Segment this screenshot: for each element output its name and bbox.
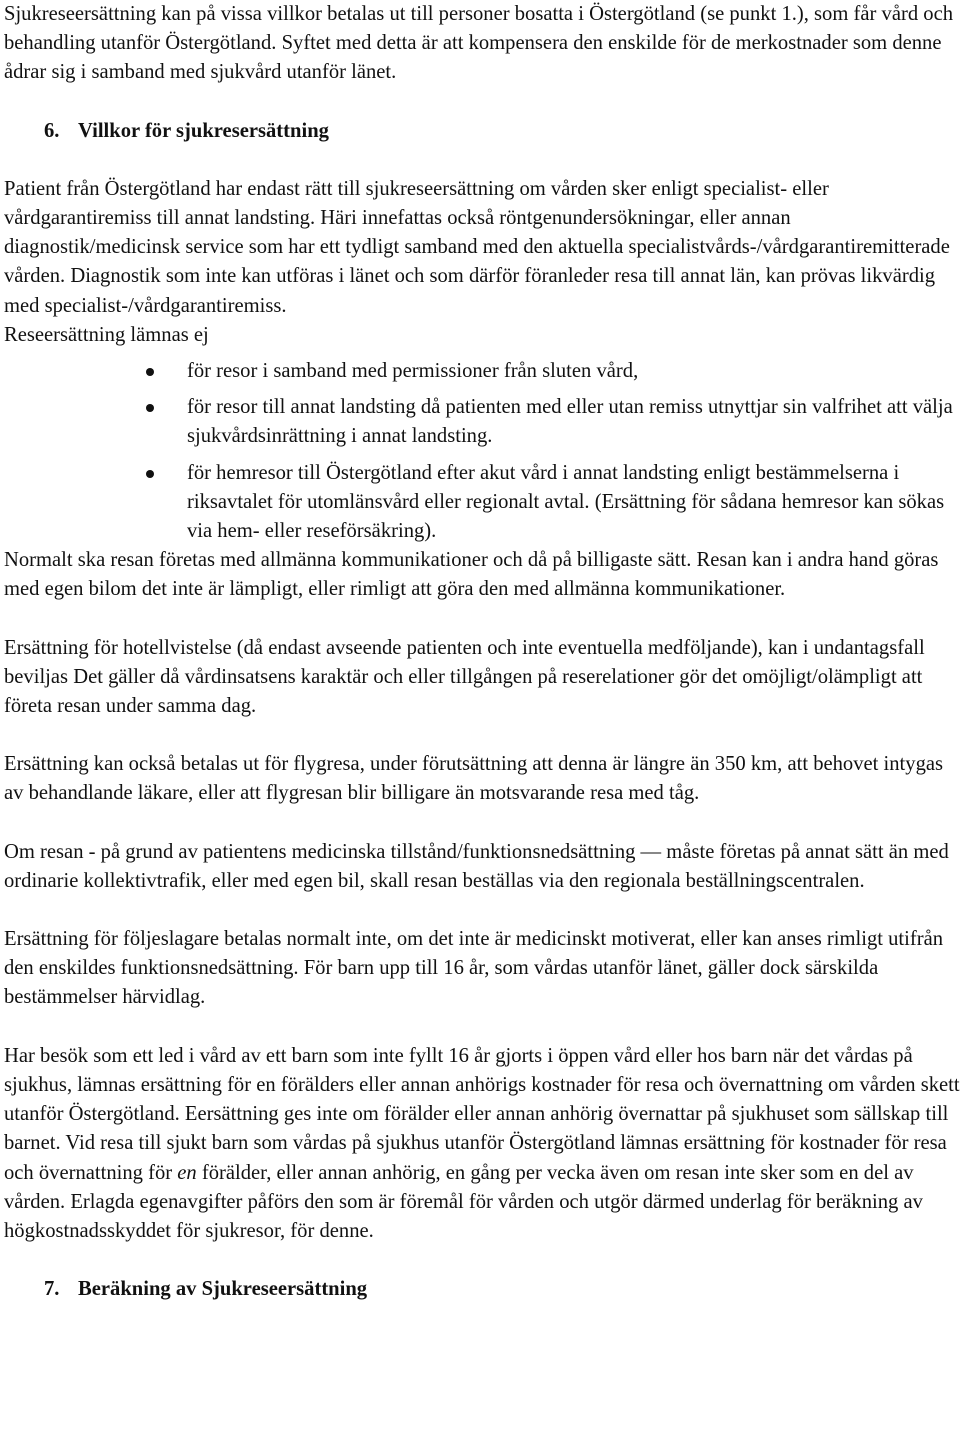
section-7-number: 7. <box>44 1278 60 1301</box>
spacer <box>4 809 960 838</box>
list-item-text: för resor i samband med permissioner från sluten vård, <box>187 360 639 383</box>
section-6-paragraph-hotel: Ersättning för hotellvistelse (då endast avseende patienten och inte eventuella medföljande), kan i undantagsfall beviljas Det gäller då vårdinsatsens karaktär och eller tillgången på reserelationer gör det omöjligt/olämpligt att företa resan under samma dag. <box>4 636 925 718</box>
spacer <box>4 146 960 175</box>
list-item <box>4 459 960 547</box>
section-6-paragraph-conditions: Patient från Östergötland har endast rätt till sjukreseersättning om vården sker enligt specialist- eller vårdgarantiremiss till annat landsting. Häri innefattas också röntgenundersökningar, eller annan diagnostik/medicinsk service som har ett tydligt samband med den aktuella specialistvårds-/vårdgarantiremitterade vården. Diagnostik som inte kan utföras i länet och som därför föranleder resa till annat län, kan prövas likvärdig med specialist-/vårdgarantiremiss. <box>4 177 950 317</box>
section-7-title: Beräkning av Sjukreseersättning <box>78 1278 368 1301</box>
exclusions-list <box>4 357 960 546</box>
section-6-paragraph-flight: Ersättning kan också betalas ut för flygresa, under förutsättning att denna är längre än 350 km, att behovet intygas av behandlande läkare, eller att flygresan blir billigare än motsvarande resa med tåg. <box>4 753 944 805</box>
spacer <box>4 1246 960 1275</box>
spacer <box>4 1013 960 1042</box>
bullet-icon <box>146 404 154 412</box>
list-item-text: för resor till annat landsting då patienten med eller utan remiss utnyttjar sin valfrihet att välja sjukvårdsinrättning i annat landsting. <box>187 396 953 448</box>
list-item-text: för hemresor till Östergötland efter akut vård i annat landsting enligt bestämmelserna i riksavtalet för utomlänsvård eller regionalt avtal. (Ersättning för sådana hemresor kan sökas via hem- eller reseförsäkring). <box>187 461 945 543</box>
bullet-icon <box>146 368 154 376</box>
list-intro: Reseersättning lämnas ej <box>4 323 209 346</box>
child-visits-emphasis: en <box>177 1161 197 1184</box>
intro-paragraph: Sjukreseersättning kan på vissa villkor betalas ut till personer bosatta i Östergötland (se punkt 1.), som får vård och behandling utanför Östergötland. Syftet med detta är att kompensera den enskilde för de merkostnader som denne ådrar sig i samband med sjukvård utanför länet. <box>4 3 954 84</box>
spacer <box>4 605 960 634</box>
section-6-number: 6. <box>44 119 60 142</box>
spacer <box>4 896 960 925</box>
section-6-title: Villkor för sjukresersättning <box>78 119 329 142</box>
section-6-paragraph-child-visits <box>4 1042 960 1246</box>
child-visits-text-part2: förälder, eller annan anhörig, en gång per vecka även om resan inte sker som en del av vården. Erlagda egenavgifter påförs den som är föremål för vården och utgör därmed underlag för beräkning av högkostnadsskyddet för sjukresor, för denne. <box>4 1161 923 1242</box>
spacer <box>4 88 960 117</box>
section-6-heading <box>4 117 960 146</box>
child-visits-text-part1: Har besök som ett led i vård av ett barn som inte fyllt 16 år gjorts i öppen vård eller hos barn när det vårdas på sjukhus, lämnas ersättning för en förälders eller annan anhörigs kostnader för resa och övernattning om vården skett utanför Östergötland. Eersättning ges inte om förälder eller annan anhörig övernattar på sjukhuset som sällskap till barnet. Vid resa till sjukt barn som vårdas på sjukhus utanför Östergötland lämnas ersättning för kostnader för resa och övernattning för <box>4 1044 960 1184</box>
section-7-heading <box>4 1275 960 1304</box>
list-item <box>4 357 960 386</box>
spacer <box>4 721 960 750</box>
bullet-icon <box>146 470 154 478</box>
section-6-paragraph-special-transport: Om resan - på grund av patientens medicinska tillstånd/funktionsnedsättning — måste företas på annat sätt än med ordinarie kollektivtrafik, eller med egen bil, skall resan beställas via den regionala beställningscentralen. <box>4 840 949 892</box>
list-item <box>4 393 960 451</box>
section-6-paragraph-companion: Ersättning för följeslagare betalas normalt inte, om det inte är medicinskt motiverat, eller kan anses rimligt utifrån den enskildes funktionsnedsättning. För barn upp till 16 år, som vårdas utanför länet, gäller dock särskilda bestämmelser härvidlag. <box>4 928 944 1009</box>
section-6-paragraph-travel-mode: Normalt ska resan företas med allmänna kommunikationer och då på billigaste sätt. Resan kan i andra hand göras med egen bilom det inte är lämpligt, eller rimligt att göra den med allmänna kommunikationer. <box>4 549 939 601</box>
